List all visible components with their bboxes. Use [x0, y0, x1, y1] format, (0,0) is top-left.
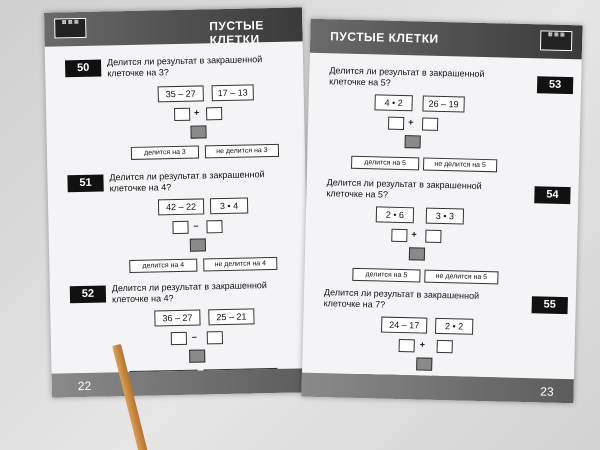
task-question: Делится ли результат в закрашенной клеточке на 5?	[326, 177, 482, 200]
expression-box: 17 – 13	[212, 84, 254, 101]
task-number: 53	[537, 76, 573, 94]
empty-cell	[206, 220, 222, 233]
expression-box: 4 • 2	[374, 94, 412, 111]
empty-cell	[391, 229, 407, 242]
task-55	[302, 281, 576, 388]
expression-box: 42 – 22	[158, 198, 204, 215]
answer-option-not-divisible[interactable]: не делится на 4	[203, 257, 277, 272]
shaded-cell	[405, 135, 421, 148]
left-header-title: ПУСТЫЕ КЛЕТКИ	[209, 18, 264, 48]
task-53	[307, 59, 582, 178]
corner-logo: ▦ ▦ ▦	[54, 18, 86, 39]
empty-cell	[207, 331, 223, 344]
shaded-cell	[416, 357, 432, 370]
empty-cell	[388, 117, 404, 130]
empty-cell	[174, 108, 190, 121]
task-number: 50	[65, 60, 101, 78]
left-header-band	[44, 7, 303, 46]
shaded-cell	[190, 238, 206, 251]
answer-option-divisible[interactable]: делится на 3	[131, 146, 199, 160]
operator: +	[411, 229, 417, 240]
empty-cell	[206, 107, 222, 120]
left-page	[44, 7, 310, 397]
expression-box: 26 – 19	[422, 95, 464, 112]
expression-box: 35 – 27	[158, 85, 204, 102]
expression-box: 3 • 4	[210, 198, 248, 215]
answer-option-divisible[interactable]: делится на 5	[351, 156, 419, 171]
empty-cell	[172, 221, 188, 234]
task-number: 52	[70, 286, 106, 304]
shaded-cell	[190, 125, 206, 138]
page-number: 22	[77, 378, 92, 394]
task-question: Делится ли результат в закрашенной клеточке на 7?	[323, 287, 480, 310]
task-50	[45, 47, 305, 162]
task-51	[47, 162, 307, 277]
answer-option-divisible[interactable]: делится на 4	[129, 259, 197, 273]
empty-cell	[399, 339, 415, 352]
expression-box: 25 – 21	[208, 308, 254, 325]
task-54	[304, 171, 579, 290]
expression-box: 36 – 27	[154, 310, 200, 327]
operator: –	[193, 220, 199, 231]
left-footer-band	[52, 368, 310, 397]
answer-option-divisible[interactable]: делится на 5	[352, 268, 420, 283]
expression-box: 2 • 6	[376, 206, 414, 223]
task-question: Делится ли результат в закрашенной клеточке на 5?	[329, 65, 485, 88]
task-number: 51	[67, 175, 103, 193]
empty-cell	[425, 230, 441, 243]
operator: +	[408, 117, 414, 128]
corner-logo: ▦ ▦ ▦	[540, 30, 572, 51]
shaded-cell	[189, 349, 205, 362]
operator: +	[194, 107, 200, 118]
empty-cell	[171, 332, 187, 345]
expression-box: 24 – 17	[381, 317, 427, 334]
right-header-title: ПУСТЫЕ КЛЕТКИ	[330, 29, 439, 46]
task-number: 54	[534, 186, 570, 204]
expression-box: 2 • 2	[435, 318, 473, 335]
expression-box: 3 • 3	[426, 208, 464, 225]
operator: –	[191, 331, 197, 342]
task-52	[50, 273, 310, 378]
task-question: Делится ли результат в закрашенной клеточке на 3?	[106, 54, 263, 79]
task-question: Делится ли результат в закрашенной клеточке на 4?	[111, 280, 268, 305]
page-number: 23	[540, 384, 554, 399]
operator: +	[419, 339, 426, 350]
task-question: Делится ли результат в закрашенной клеточке на 4?	[109, 169, 265, 194]
answer-option-not-divisible[interactable]: не делится на 3	[205, 144, 279, 159]
right-page	[301, 19, 582, 404]
task-number: 55	[532, 296, 568, 314]
shaded-cell	[409, 247, 425, 260]
answer-option-not-divisible[interactable]: не делится на 5	[423, 158, 497, 173]
answer-option-not-divisible[interactable]: не делится на 5	[424, 270, 498, 285]
empty-cell	[422, 117, 438, 130]
empty-cell	[437, 340, 453, 353]
right-header-band	[310, 19, 583, 60]
